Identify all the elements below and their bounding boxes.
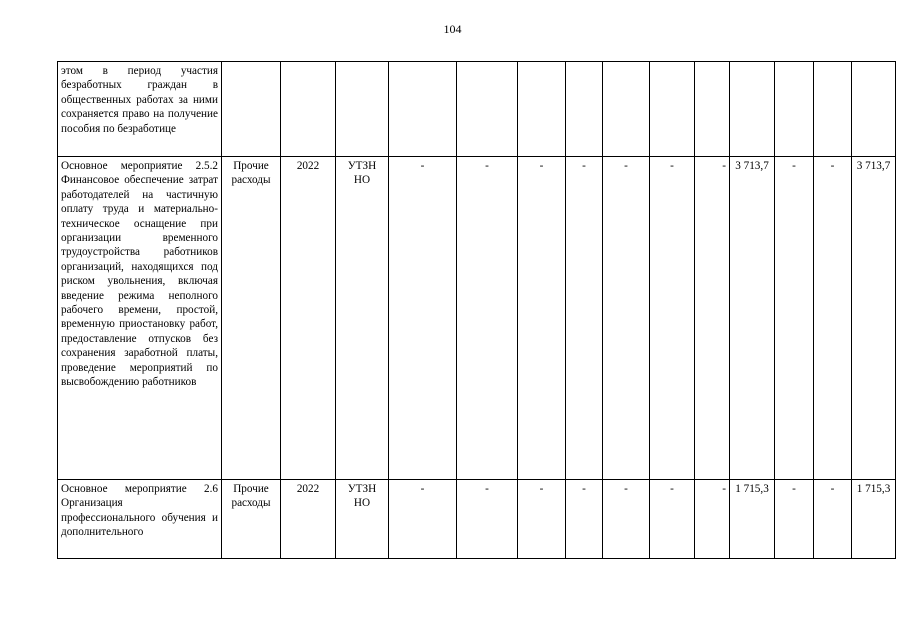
value-cell bbox=[814, 62, 852, 157]
value-cell: - bbox=[814, 157, 852, 480]
value-cell: - bbox=[695, 480, 730, 559]
activity-description: Основное мероприятие 2.5.2 Финансовое обеспечение затрат работодателей на частичную оплату труда и материально-техническое оснащение при организации временного трудоустройства работников организаций, находящихся под риском увольнения, включая введение режима неполного рабочего времени, простой, временную приостановку работ, предоставление отпусков без сохранения заработной платы, проведение мероприятий по высвобождению работников bbox=[58, 157, 222, 480]
value-cell bbox=[775, 62, 814, 157]
value-cell: - bbox=[775, 480, 814, 559]
value-cell bbox=[518, 62, 566, 157]
value-cell bbox=[457, 62, 518, 157]
value-cell: - bbox=[457, 157, 518, 480]
value-cell: - bbox=[603, 157, 650, 480]
value-cell bbox=[730, 62, 775, 157]
value-cell: - bbox=[389, 480, 457, 559]
value-cell: - bbox=[603, 480, 650, 559]
value-cell: - bbox=[566, 157, 603, 480]
total-cell bbox=[852, 62, 896, 157]
value-cell bbox=[695, 62, 730, 157]
value-cell: - bbox=[695, 157, 730, 480]
value-cell: - bbox=[518, 157, 566, 480]
value-cell bbox=[566, 62, 603, 157]
table-row bbox=[58, 157, 896, 480]
activity-description: Основное мероприятие 2.6 Организация профессионального обучения и дополнительного bbox=[58, 480, 222, 559]
value-cell bbox=[650, 62, 695, 157]
table-row bbox=[58, 480, 896, 559]
executor-cell: УТЗН НО bbox=[336, 157, 389, 480]
value-cell: - bbox=[518, 480, 566, 559]
program-activities-table bbox=[57, 61, 896, 559]
executor-cell: УТЗН НО bbox=[336, 480, 389, 559]
value-cell bbox=[389, 62, 457, 157]
expense-type-cell: Прочие расходы bbox=[222, 157, 281, 480]
expense-type-cell bbox=[222, 62, 281, 157]
value-cell: - bbox=[457, 480, 518, 559]
value-cell: - bbox=[389, 157, 457, 480]
total-cell: 3 713,7 bbox=[852, 157, 896, 480]
expense-type-cell: Прочие расходы bbox=[222, 480, 281, 559]
value-cell bbox=[603, 62, 650, 157]
year-cell: 2022 bbox=[281, 480, 336, 559]
executor-cell bbox=[336, 62, 389, 157]
value-cell: - bbox=[775, 157, 814, 480]
value-cell: - bbox=[650, 480, 695, 559]
year-cell bbox=[281, 62, 336, 157]
year-cell: 2022 bbox=[281, 157, 336, 480]
activity-description: этом в период участия безработных граждан в общественных работах за ними сохраняется право на получение пособия по безработице bbox=[58, 62, 222, 157]
value-cell: - bbox=[650, 157, 695, 480]
table-row bbox=[58, 62, 896, 157]
value-cell: - bbox=[566, 480, 603, 559]
value-cell: - bbox=[814, 480, 852, 559]
value-cell: 3 713,7 bbox=[730, 157, 775, 480]
total-cell: 1 715,3 bbox=[852, 480, 896, 559]
value-cell: 1 715,3 bbox=[730, 480, 775, 559]
page-number: 104 bbox=[443, 22, 462, 36]
